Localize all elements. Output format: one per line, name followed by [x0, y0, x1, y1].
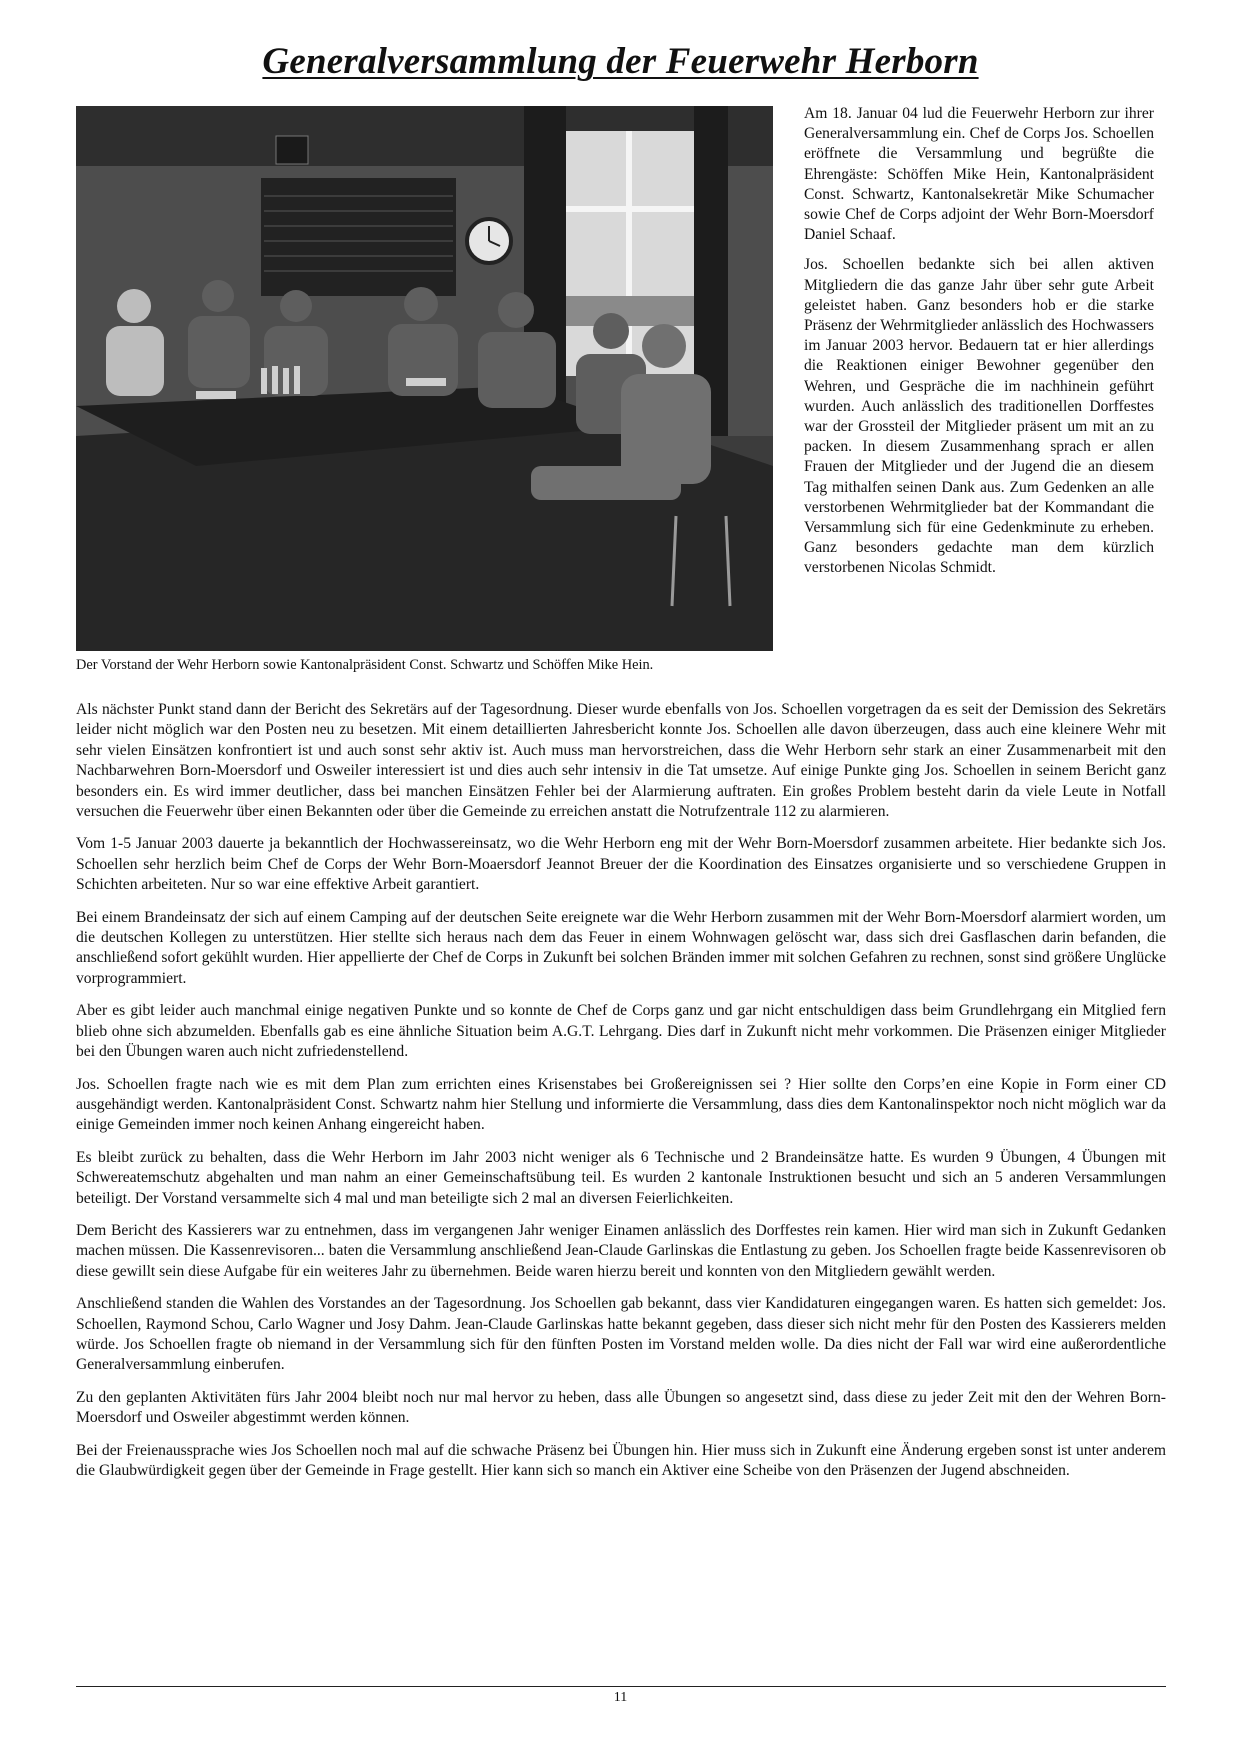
- body-paragraph: Es bleibt zurück zu behalten, dass die Wehr Herborn im Jahr 2003 nicht weniger als 6 Technische und 2 Brandeinsätze hatte. Es wurden 9 Übungen, 4 Übungen mit Schwereatemschutz abgehalten und man nahm an einer Gemeinschaftsübung teil. Es wurden 2 kantonale Instruktionen besucht und sich an 5 anderen Versammlungen beteiligt. Der Vorstand versammelte sich 4 mal und man beteiligte sich 2 mal an diversen Feierlichkeiten.: [76, 1148, 1166, 1207]
- body-paragraph: Jos. Schoellen fragte nach wie es mit dem Plan zum errichten eines Krisenstabes bei Großereignissen sei ? Hier sollte den Corps’en eine Kopie in Form einer CD ausgehändigt werden. Kantonalpräsident Const. Schwartz nahm hier Stellung und informierte die Versammlung, dass dies dem Kantonalinspektor noch nicht möglich war da einige Gemeinden immer noch keinen Anhang eingereicht haben.: [76, 1075, 1166, 1134]
- body-paragraph: Bei einem Brandeinsatz der sich auf einem Camping auf der deutschen Seite ereignete war die Wehr Herborn zusammen mit der Wehr Born-Moersdorf alarmiert worden, um die deutschen Kollegen zu unterstützen. Hier stellte sich heraus nach dem das Feuer in einem Wohnwagen gelöscht war, dass sich drei Gasflaschen darin befanden, die anschließend sofort gekühlt wurden. Hier appellierte der Chef de Corps in Zukunft bei solchen Bränden immer mit solchen Gefahren zu rechnen, sonst sind größere Unglücke vorprogrammiert.: [76, 908, 1166, 987]
- body-paragraph: Anschließend standen die Wahlen des Vorstandes an der Tagesordnung. Jos Schoellen gab bekannt, dass vier Kandidaturen eingegangen waren. Es hatten sich gemeldet: Jos. Schoellen, Raymond Schou, Carlo Wagner und Josy Dahm. Jean-Claude Garlinskas hatte bekannt gegeben, dass dieser sich nicht mehr für den Posten des Kassierers melden würde. Jos Schoellen fragte ob niemand in der Versammlung sich für den fünften Posten im Vorstand melden wolle. Da dies nicht der Fall war wird eine außerordentliche Generalversammlung einberufen.: [76, 1295, 1166, 1374]
- intro-column: [804, 104, 1154, 589]
- page-number: 11: [613, 1690, 628, 1705]
- body-paragraph: Bei der Freienaussprache wies Jos Schoellen noch mal auf die schwache Präsenz bei Übungen hin. Hier muss sich in Zukunft eine Änderung ergeben sonst ist unter anderem die Glaubwürdigkeit gegen über der Gemeinde in Frage gestellt. Hier kann sich so manch ein Aktiver eine Scheibe von den Präsenzen der Jugend abschneiden.: [76, 1441, 1166, 1479]
- footer-divider: [76, 1686, 1166, 1687]
- body-paragraph: Vom 1-5 Januar 2003 dauerte ja bekanntlich der Hochwassereinsatz, wo die Wehr Herborn eng mit der Wehr Born-Moersdorf zusammen arbeitete. Hier bedankte sich Jos. Schoellen sehr herzlich beim Chef de Corps der Wehr Born-Moaersdorf Jeannot Breuer der die Koordination des Einsatzes organisierte und so verschiedene Gruppen in Schichten arbeiteten. Nur so war eine effektive Arbeit garantiert.: [76, 835, 1166, 894]
- photo-caption: Der Vorstand der Wehr Herborn sowie Kantonalpräsident Const. Schwartz und Schöffen Mike Hein.: [76, 657, 654, 673]
- body-paragraph: Dem Bericht des Kassierers war zu entnehmen, dass im vergangenen Jahr weniger Einamen anlässlich des Dorffestes rein kamen. Hier wird man sich in Zukunft Gedanken machen müssen. Die Kassenrevisoren... baten die Versammlung anschließend Jean-Claude Garlinskas die Entlastung zu geben. Jos Schoellen fragte beide Kassenrevisoren ob diese gewillt sein diese Aufgabe für ein weiteres Jahr zu übernehmen. Beide waren hierzu bereit und konnten von den Mitgliedern gewählt werden.: [76, 1221, 1166, 1280]
- intro-paragraph: Am 18. Januar 04 lud die Feuerwehr Herborn zur ihrer Generalversammlung ein. Chef de Corps Jos. Schoellen eröffnete die Versammlung und begrüßte die Ehrengäste: Schöffen Mike Hein, Kantonalpräsident Const. Schwartz, Kantonalsekretär Mike Schumacher sowie Chef de Corps adjoint der Wehr Born-Moersdorf Daniel Schaaf.: [804, 105, 1154, 244]
- body-paragraph: Als nächster Punkt stand dann der Bericht des Sekretärs auf der Tagesordnung. Dieser wurde ebenfalls von Jos. Schoellen vorgetragen da es seit der Demission des Sekretärs leider nicht möglich war den Posten neu zu besetzen. Mit einem detaillierten Jahresbericht konnte Jos. Schoellen alle davon überzeugen, dass auch eine kleinere Wehr mit sehr vielen Einsätzen konfrontiert ist und auch sonst sehr aktiv ist. Auch muss man hervorstreichen, dass die Wehr Herborn sehr stark an einer Zusammenarbeit mit den Nachbarwehren Born-Moersdorf und Osweiler interessiert ist und dies auch sehr intensiv in die Tat umsetze. Auf einige Punkte ging Jos. Schoellen in seinem Bericht ganz besonders ein. Es wird immer deutlicher, dass bei manchen Einsätzen Fehler bei der Alarmierung auftraten. Ein großes Problem besteht darin da viele Leute in Notfall versuchen die Feuerwehr über einen Bekannten oder über die Gemeinde zu erreichen anstatt die Notrufzentrale 112 zu alarmieren.: [76, 701, 1166, 821]
- article-body: [76, 700, 1166, 1493]
- page-title: Generalversammlung der Feuerwehr Herborn: [262, 41, 979, 82]
- body-paragraph: Zu den geplanten Aktivitäten fürs Jahr 2004 bleibt noch nur mal hervor zu heben, dass alle Übungen so angesetzt sind, dass diese zu jeder Zeit mit den der Wehren Born-Moersdorf und Osweiler abgestimmt werden können.: [76, 1388, 1166, 1427]
- meeting-photo: [76, 106, 773, 651]
- body-paragraph: Aber es gibt leider auch manchmal einige negativen Punkte und so konnte de Chef de Corps ganz und gar nicht entschuldigen dass beim Grundlehrgang ein Mitglied fern blieb ohne sich abzumelden. Ebenfalls gab es eine ähnliche Situation beim A.G.T. Lehrgang. Dies darf in Zukunft nicht mehr vorkommen. Die Präsenzen einiger Mitglieder bei den Übungen waren auch nicht zufriedenstellend.: [76, 1002, 1166, 1061]
- intro-paragraph: Jos. Schoellen bedankte sich bei allen aktiven Mitgliedern die das ganze Jahr über sehr gute Arbeit geleistet haben. Ganz besonders hob er die starke Präsenz der Wehrmitglieder anlässlich des Hochwassers im Januar 2003 hervor. Bedauern tat er hier allerdings die Reaktionen einiger Bewohner gegenüber den Wehren, und Gespräche die im nachhinein geführt wurden. Auch anlässlich des traditionellen Dorffestes war der Grossteil der Mitglieder präsent um mit an zu packen. In diesem Zusammenhang sprach er allen Frauen der Mitglieder und der Jugend die an diesem Tag mithalfen seinen Dank aus. Zum Gedenken an alle verstorbenen Wehrmitglieder bat der Kommandant die Versammlung sich für eine Gedenkminute zu erheben. Ganz besonders gedachte man dem kürzlich verstorbenen Nicolas Schmidt.: [804, 256, 1154, 577]
